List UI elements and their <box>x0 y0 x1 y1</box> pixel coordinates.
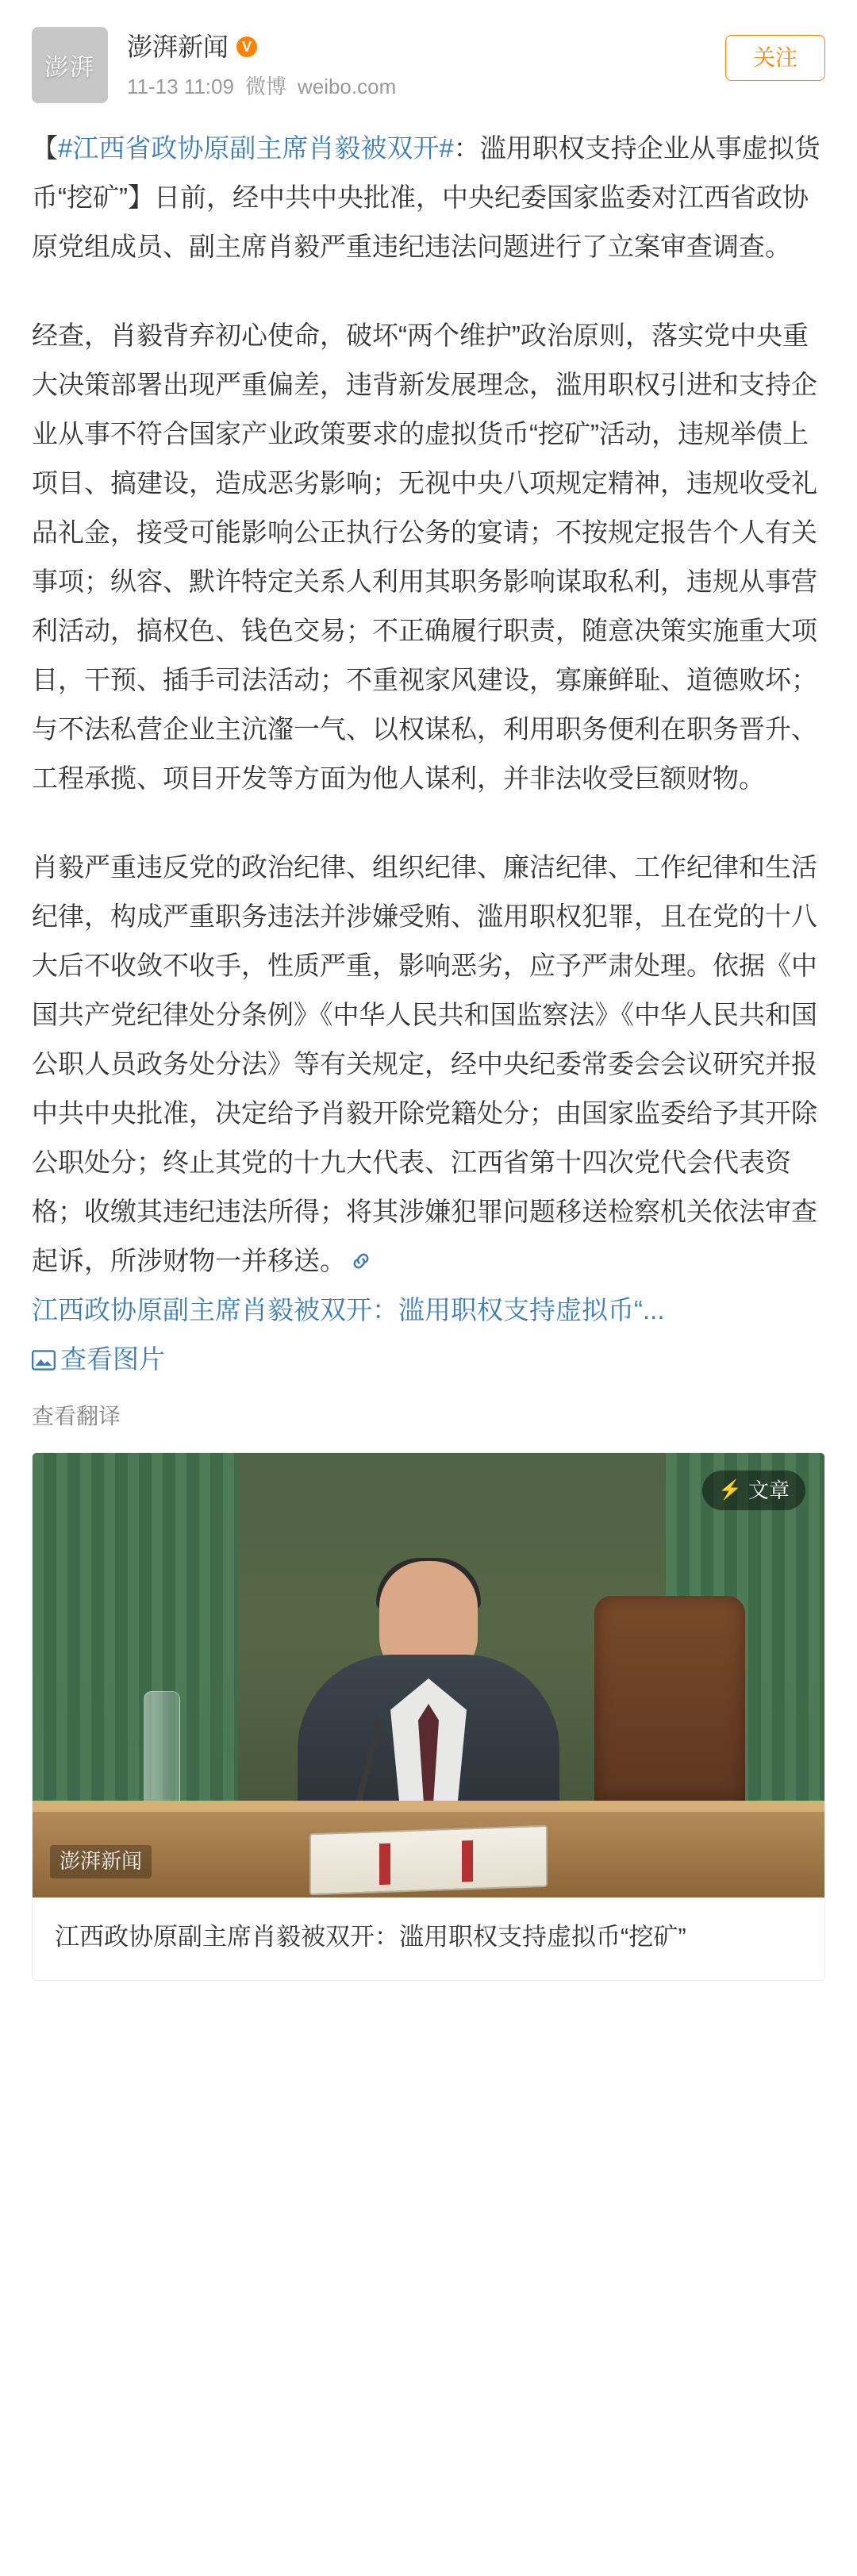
avatar-label: 澎湃 <box>44 54 95 82</box>
follow-button[interactable]: 关注 <box>725 35 825 81</box>
post-content <box>0 103 857 1384</box>
video-water-bottle <box>144 1691 180 1810</box>
verified-badge-icon <box>236 37 257 57</box>
paragraph-2: 经查，肖毅背弃初心使命，破坏“两个维护”政治原则，落实党中央重大决策部署出现严重偏差，违背新发展理念，滥用职权引进和支持企业从事不符合国家产业政策要求的虚拟货币“挖矿”活动，违规举债上项目、搞建设，造成恶劣影响；无视中央八项规定精神，违规收受礼品礼金，接受可能影响公正执行公务的宴请；不按规定报告个人有关事项；纵容、默许特定关系人利用其职务影响谋取私利，违规从事营利活动，搞权色、钱色交易；不正确履行职责，随意决策实施重大项目，干预、插手司法活动；不重视家风建设，寡廉鲜耻、道德败坏；与不法私营企业主沆瀣一气、以权谋私，利用职务便利在职务晋升、工程承揽、项目开发等方面为他人谋利，并非法收受巨额财物。 <box>32 321 817 793</box>
view-image-link[interactable] <box>32 1344 165 1374</box>
article-media-card[interactable] <box>32 1452 825 1981</box>
topic-link[interactable]: #江西省政协原副主席肖毅被双开# <box>58 133 454 163</box>
paragraph-1-text: ：滥用职权支持企业从事虚拟货币“挖矿”】日前，经中共中央批准，中央纪委国家监委对江西省政协原党组成员、副主席肖毅严重违纪违法问题进行了立案审查调查。 <box>32 133 820 261</box>
paragraph-3-text: 肖毅严重违反党的政治纪律、组织纪律、廉洁纪律、工作纪律和生活纪律，构成严重职务违法并涉嫌受贿、滥用职权犯罪，且在党的十八大后不收敛不收手，性质严重，影响恶劣，应予严肃处理。依据《中国共产党纪律处分条例》《中华人民共和国监察法》《中华人民共和国公职人员政务处分法》等有关规定，经中央纪委常委会会议研究并报中共中央批准，决定给予肖毅开除党籍处分；由国家监委给予其开除公职处分；终止其党的十九大代表、江西省第十四次党代会代表资格；收缴其违纪违法所得；将其涉嫌犯罪问题移送检察机关依法审查起诉，所涉财物一并移送。 <box>32 852 817 1275</box>
article-badge <box>702 1471 805 1510</box>
link-chain-icon <box>349 1240 373 1263</box>
post-domain[interactable]: weibo.com <box>297 75 397 98</box>
video-nameplate <box>309 1825 548 1895</box>
video-chair <box>594 1596 745 1802</box>
article-caption[interactable]: 江西政协原副主席肖毅被双开：滥用职权支持虚拟币“挖矿” <box>33 1897 824 1980</box>
video-person <box>298 1559 559 1821</box>
post-header <box>0 0 857 103</box>
image-icon <box>32 1337 56 1358</box>
view-image-label: 查看图片 <box>60 1344 165 1374</box>
avatar[interactable] <box>32 27 108 103</box>
lightning-icon: ⚡ <box>718 1479 742 1501</box>
author-name-row <box>127 30 725 63</box>
video-thumbnail[interactable] <box>33 1453 824 1897</box>
article-badge-label: 文章 <box>747 1478 790 1502</box>
author-meta <box>127 27 725 100</box>
paragraph-1-bracket: 【 <box>32 133 58 163</box>
post-timestamp: 11-13 11:09 <box>127 75 234 98</box>
author-name[interactable]: 澎湃新闻 <box>127 33 229 61</box>
paragraph-1 <box>32 124 825 271</box>
post-meta-row <box>127 73 725 100</box>
view-translation-link[interactable]: 查看翻译 <box>32 1404 121 1428</box>
paragraph-3 <box>32 843 825 1384</box>
post-source[interactable]: 微博 <box>244 75 286 98</box>
article-link-title[interactable]: 江西政协原副主席肖毅被双开：滥用职权支持虚拟币“... <box>32 1295 665 1325</box>
video-watermark: 澎湃新闻 <box>50 1845 152 1878</box>
